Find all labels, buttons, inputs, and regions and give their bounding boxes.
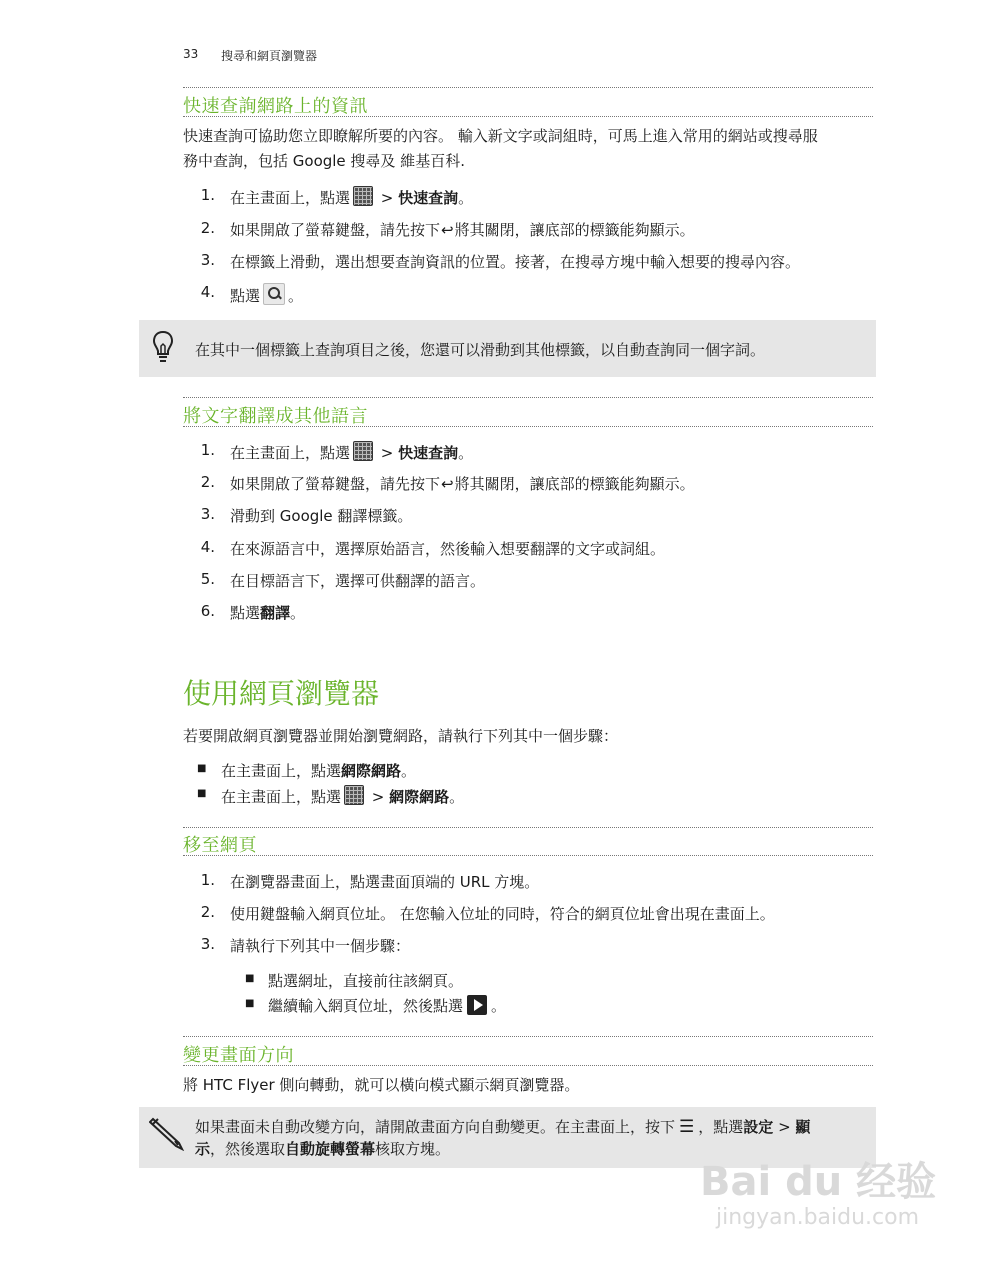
step-text-end: 。 (458, 189, 474, 207)
note-text-part: 如果畫面未自動改變方向，請開啟畫面方向自動變更。在主畫面上，按下 (195, 1118, 676, 1136)
bullet-separator: > (367, 788, 390, 806)
bullet-text: 點選網址，直接前往該網頁。 (268, 972, 464, 990)
section-intro: 若要開啟網頁瀏覽器並開始瀏覽網路，請執行下列其中一個步驟： (183, 727, 619, 745)
bullet-text: 在主畫面上，點選 (221, 762, 342, 780)
note-bold-text: 示 (195, 1140, 211, 1158)
step-separator: > (376, 189, 399, 207)
step-number: 3. (200, 935, 215, 953)
section-title-quick-lookup: 快速查詢網路上的資訊 (183, 96, 368, 117)
step-text: 滑動到 Google 翻譯標籤。 (230, 507, 413, 525)
tip-bulb-icon (152, 330, 174, 364)
tip-box (139, 320, 876, 377)
bullet-marker: ■ (197, 788, 207, 799)
section-intro: 將 HTC Flyer 側向轉動，就可以橫向模式顯示網頁瀏覽器。 (183, 1076, 580, 1094)
search-icon (263, 283, 285, 305)
step-text: 在來源語言中，選擇原始語言，然後輸入想要翻譯的文字或詞組。 (230, 540, 666, 558)
watermark-brand: Bai du 经验 (700, 1159, 937, 1205)
bullet-text-end: 。 (491, 997, 507, 1015)
step-text-end: 將其關閉，讓底部的標籤能夠顯示。 (454, 221, 695, 239)
menu-icon: ☰ (679, 1117, 695, 1137)
watermark-url: jingyan.baidu.com (716, 1205, 920, 1230)
step-text: 如果開啟了螢幕鍵盤，請先按下 (230, 221, 441, 239)
back-icon: ↩ (441, 221, 454, 239)
section-divider-top (183, 87, 873, 88)
step-number: 6. (200, 602, 215, 620)
bullet-text-end: 。 (401, 762, 417, 780)
section-divider-top (183, 397, 873, 398)
note-bold-text: 自動旋轉螢幕 (285, 1140, 376, 1158)
step-text: 在瀏覽器畫面上，點選畫面頂端的 URL 方塊。 (230, 873, 540, 891)
note-bold-text: 顯 (795, 1118, 811, 1136)
step-number: 5. (200, 570, 215, 588)
step-number: 1. (200, 871, 215, 889)
section-divider-bottom (183, 116, 873, 117)
bullet-text-end: 。 (449, 788, 465, 806)
step-separator: > (376, 444, 399, 462)
intro-line-1: 快速查詢可協助您立即瞭解所要的內容。 輸入新文字或詞組時，可馬上進入常用的網站或搜尋服 (183, 127, 818, 145)
chapter-title: 搜尋和網頁瀏覽器 (221, 49, 318, 63)
bullet-marker: ■ (245, 973, 255, 984)
step-bold-text: 快速查詢 (398, 189, 459, 207)
section-title-translate: 將文字翻譯成其他語言 (183, 406, 368, 427)
step-number: 4. (200, 283, 215, 301)
bullet-bold-text: 網際網路 (389, 788, 450, 806)
step-text: 點選 (230, 287, 261, 305)
note-text-part: 核取方塊。 (375, 1140, 451, 1158)
note-text-part: ，然後選取 (210, 1140, 286, 1158)
step-number: 1. (200, 186, 215, 204)
step-bold-text: 快速查詢 (398, 444, 459, 462)
note-separator: > (773, 1118, 796, 1136)
section-divider-top (183, 827, 873, 828)
intro-line-2: 務中查詢，包括 Google 搜尋及 維基百科. (183, 152, 465, 170)
section-title-orientation: 變更畫面方向 (183, 1045, 294, 1066)
bullet-bold-text: 網際網路 (341, 762, 402, 780)
step-text: 在主畫面上，點選 (230, 189, 351, 207)
bullet-text: 在主畫面上，點選 (221, 788, 342, 806)
play-icon (467, 995, 487, 1015)
pencil-icon (149, 1115, 185, 1151)
step-number: 2. (200, 903, 215, 921)
step-text: 在主畫面上，點選 (230, 444, 351, 462)
step-text-end: 。 (288, 287, 304, 305)
note-text-part: ，點選 (698, 1118, 744, 1136)
bullet-marker: ■ (245, 998, 255, 1009)
step-text: 如果開啟了螢幕鍵盤，請先按下 (230, 475, 441, 493)
step-text-end: 。 (290, 604, 306, 622)
section-divider-bottom (183, 426, 873, 427)
section-divider-bottom (183, 1065, 873, 1066)
section-intro (183, 124, 883, 174)
step-text: 使用鍵盤輸入網頁位址。 在您輸入位址的同時，符合的網頁位址會出現在畫面上。 (230, 905, 775, 923)
step-number: 2. (200, 473, 215, 491)
section-title-go-to-page: 移至網頁 (183, 835, 257, 856)
page-title-web-browser: 使用網頁瀏覽器 (183, 677, 380, 710)
step-text-end: 。 (458, 444, 474, 462)
step-text: 在標籤上滑動，選出想要查詢資訊的位置。接著，在搜尋方塊中輸入想要的搜尋內容。 (230, 253, 801, 271)
step-text: 在目標語言下，選擇可供翻譯的語言。 (230, 572, 486, 590)
bullet-marker: ■ (197, 763, 207, 774)
step-text: 點選 (230, 604, 261, 622)
step-number: 4. (200, 538, 215, 556)
section-divider-top (183, 1036, 873, 1037)
all-apps-icon (353, 441, 373, 461)
step-number: 2. (200, 219, 215, 237)
step-text: 請執行下列其中一個步驟： (230, 937, 411, 955)
step-number: 3. (200, 251, 215, 269)
section-divider-bottom (183, 855, 873, 856)
step-number: 3. (200, 505, 215, 523)
tip-text: 在其中一個標籤上查詢項目之後，您還可以滑動到其他標籤，以自動查詢同一個字詞。 (195, 341, 766, 359)
step-text-end: 將其關閉，讓底部的標籤能夠顯示。 (454, 475, 695, 493)
page-number: 33 (183, 47, 199, 61)
step-bold-text: 翻譯 (260, 604, 291, 622)
back-icon: ↩ (441, 475, 454, 493)
step-number: 1. (200, 441, 215, 459)
note-bold-text: 設定 (743, 1118, 774, 1136)
bullet-text: 繼續輸入網頁位址，然後點選 (268, 997, 464, 1015)
all-apps-icon (353, 186, 373, 206)
note-line-1 (195, 1116, 810, 1138)
all-apps-icon (344, 785, 364, 805)
